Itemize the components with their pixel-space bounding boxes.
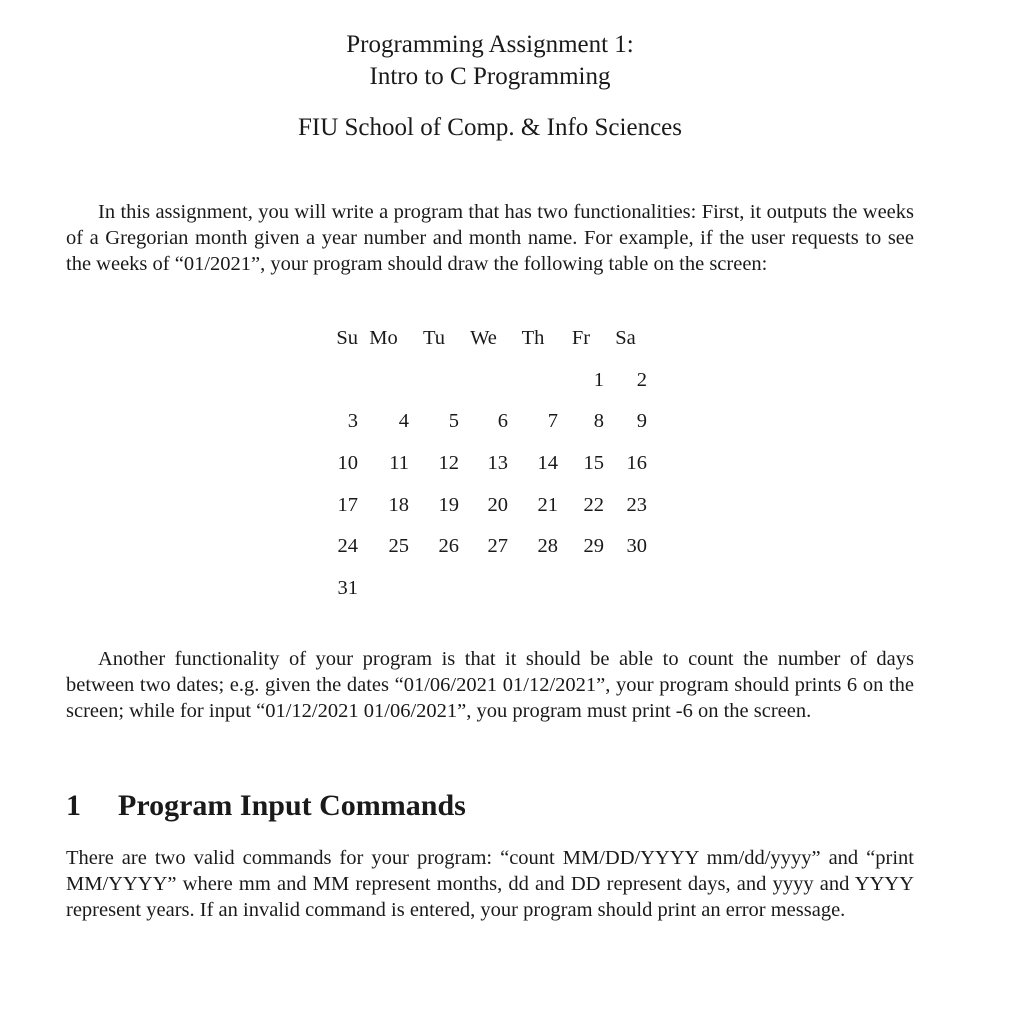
- weekday-header: Su: [336, 327, 358, 350]
- day-cell: 1: [593, 368, 604, 391]
- day-cell: 20: [487, 493, 508, 516]
- day-cell: 5: [448, 410, 459, 433]
- count-paragraph: Another functionality of your program is that it should be able to count the number of days between two dates; e.g. given the dates “01/06/2021 01/12/2021”, your program should prints 6 on the screen; while for input “01/12/2021 01/06/2021”, you program must print -6 on the screen.: [66, 648, 914, 723]
- author-line: FIU School of Comp. & Info Sciences: [298, 114, 682, 141]
- weekday-header: Tu: [422, 327, 446, 350]
- day-cell: [459, 568, 508, 610]
- section-number: 1: [66, 789, 81, 822]
- day-cell: 23: [626, 493, 647, 516]
- weekday-header: Fr: [571, 327, 591, 350]
- day-cell: 14: [537, 452, 558, 475]
- day-cell: [459, 360, 508, 402]
- section-title: Program Input Commands: [118, 789, 466, 822]
- day-cell: 3: [347, 410, 358, 433]
- day-cell: 29: [583, 535, 604, 558]
- day-cell: 21: [537, 493, 558, 516]
- day-cell: 10: [337, 452, 358, 475]
- day-cell: [358, 568, 409, 610]
- day-cell: [508, 568, 558, 610]
- section-heading: [66, 788, 466, 824]
- day-cell: [358, 360, 409, 402]
- intro-paragraph: In this assignment, you will write a program that has two functionalities: First, it outputs the weeks of a Gregorian month given a year number and month name. For example, if the user requests to see the weeks of “01/2021”, your program should draw the following table on the screen:: [66, 201, 914, 276]
- day-cell: 15: [583, 452, 604, 475]
- day-cell: [558, 568, 604, 610]
- section-paragraph: There are two valid commands for your program: “count MM/DD/YYYY mm/dd/yyyy” and “print MM/YYYY” where mm and MM represent months, dd and DD represent days, and yyyy and YYYY represent years. If an invalid command is entered, your program should print an error message.: [66, 847, 914, 922]
- weekday-header: Th: [521, 327, 545, 350]
- day-cell: [409, 568, 459, 610]
- day-cell: 17: [337, 493, 358, 516]
- day-cell: 22: [583, 493, 604, 516]
- calendar-week-row: [323, 568, 647, 610]
- weekday-header: We: [470, 327, 497, 350]
- day-cell: 2: [636, 368, 647, 391]
- calendar-week-row: [323, 526, 647, 568]
- day-cell: 6: [497, 410, 508, 433]
- weekday-header: Mo: [369, 327, 398, 350]
- day-cell: [323, 360, 358, 402]
- day-cell: 30: [626, 535, 647, 558]
- day-cell: 16: [626, 452, 647, 475]
- day-cell: 27: [487, 535, 508, 558]
- calendar-week-row: [323, 401, 647, 443]
- day-cell: 13: [487, 452, 508, 475]
- calendar-week-row: [323, 360, 647, 402]
- day-cell: 9: [636, 410, 647, 433]
- day-cell: 31: [337, 576, 358, 599]
- day-cell: 11: [389, 452, 409, 475]
- day-cell: [604, 568, 647, 610]
- day-cell: 7: [547, 410, 558, 433]
- day-cell: 19: [438, 493, 459, 516]
- calendar-week-row: [323, 484, 647, 526]
- day-cell: 4: [398, 410, 409, 433]
- weekday-header: Sa: [615, 327, 636, 350]
- day-cell: 8: [593, 410, 604, 433]
- day-cell: [508, 360, 558, 402]
- day-cell: 24: [337, 535, 358, 558]
- title-line-1: Programming Assignment 1:: [346, 31, 634, 58]
- day-cell: [409, 360, 459, 402]
- title-line-2: Intro to C Programming: [369, 63, 611, 90]
- day-cell: 28: [537, 535, 558, 558]
- day-cell: 26: [438, 535, 459, 558]
- calendar-week-row: [323, 443, 647, 485]
- calendar-header-row: [323, 318, 647, 360]
- day-cell: 12: [438, 452, 459, 475]
- day-cell: 25: [388, 535, 409, 558]
- calendar-table: [323, 318, 647, 609]
- day-cell: 18: [388, 493, 409, 516]
